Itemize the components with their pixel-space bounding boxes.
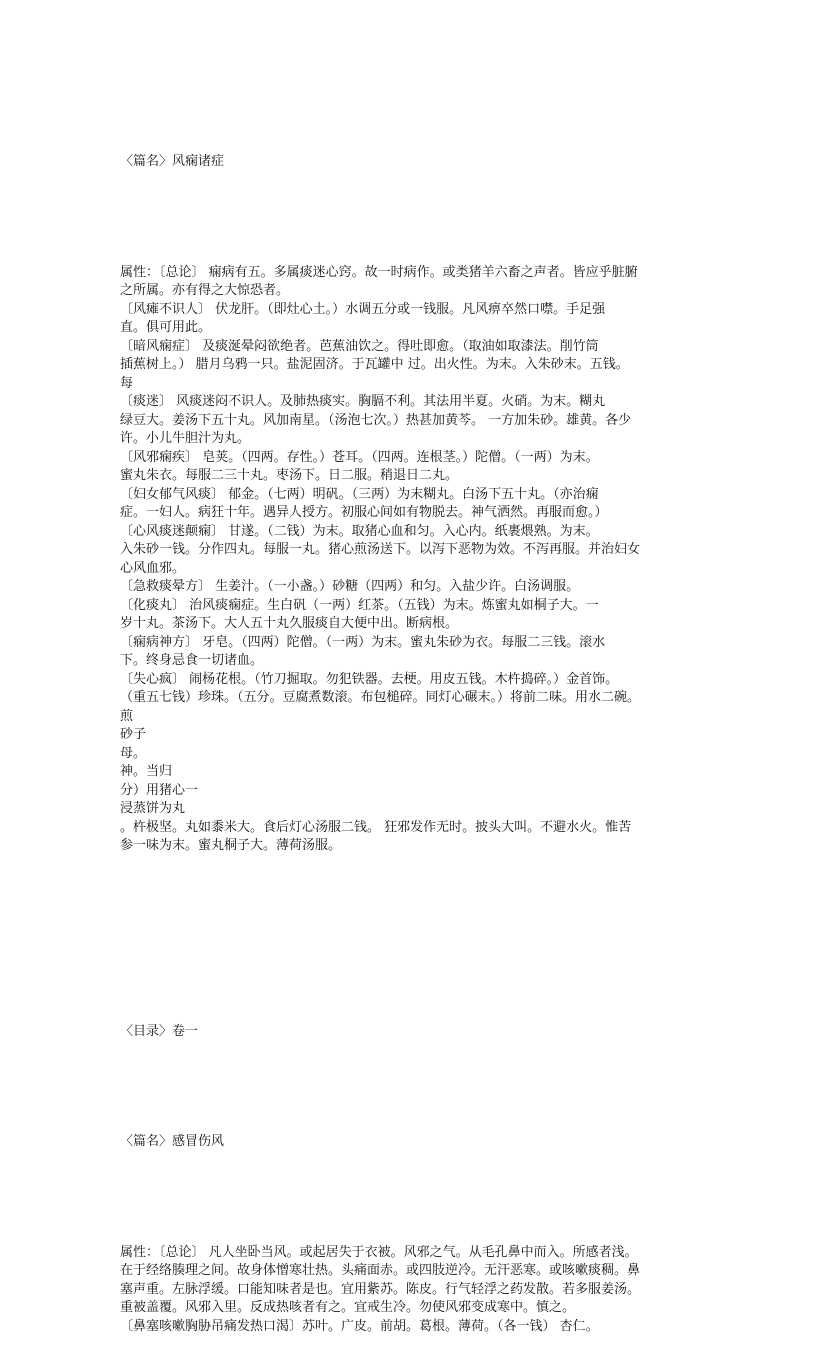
text-line: 直。俱可用此。 [120, 320, 212, 335]
text-line: 岁十丸。茶汤下。大人五十丸久服痰自大便中出。断病根。 [120, 616, 459, 631]
toc-entry: 〈目录〉卷一 [120, 1023, 199, 1039]
text-line: 症。一妇人。病狂十年。遇异人授方。初服心间如有物脱去。神气洒然。再服而愈。） [120, 505, 608, 520]
text-line: 〔失心疯〕 闹杨花根。（竹刀掘取。勿犯铁器。去梗。用皮五钱。木杵捣碎。）金首饰。 [120, 671, 619, 687]
text-line: 许。小儿牛胆汁为丸。 [120, 431, 251, 446]
text-line: 绿豆大。姜汤下五十丸。风加南星。（汤泡七次。）热甚加黄芩。 一方加朱砂。雄黄。各少 [120, 412, 632, 428]
text-line: 〔风瘫不识人〕 伏龙肝。（即灶心土。）水调五分或一钱服。凡风痹卒然口噤。手足强 [120, 301, 606, 317]
text-line: （重五七钱）珍珠。（五分。豆腐煮数滚。布包槌碎。同灯心碾末。）将前二味。用水二碗。 [120, 690, 641, 705]
section-body-ganmao [120, 1244, 695, 1337]
text-line: 砂子 [120, 727, 147, 742]
text-line: 浸蒸饼为丸 [120, 801, 186, 816]
text-line: 插蕉树上。） 腊月乌鸦一只。盐泥固济。于瓦罐中 过。出火性。为末。入朱砂末。五钱。 [120, 357, 629, 372]
text-line: 〔痫病神方〕 牙皂。（四两）陀僧。（一两）为末。蜜丸朱砂为衣。每服二三钱。滚水 [120, 634, 606, 650]
text-line: 属性：〔总论〕 痫病有五。多属痰迷心窍。故一时病作。或类猪羊六畜之声者。皆应乎脏腑 [120, 264, 638, 280]
text-line: 分）用猪心一 [120, 782, 199, 798]
text-line: 入朱砂一钱。分作四丸。每服一丸。猪心煎汤送下。以泻下恶物为效。不泻再服。并治妇女 [120, 542, 641, 557]
text-line: 〔急救痰晕方〕 生姜汁。（一小盏。）砂糖（四两）和匀。入盐少许。白汤调服。 [120, 579, 580, 594]
text-line: 参一味为末。蜜丸桐子大。薄荷汤服。 [120, 838, 342, 853]
text-line: 〔心风痰迷颠痫〕 甘遂。（二钱）为末。取猪心血和匀。入心内。纸裹煨熟。为末。 [120, 523, 599, 539]
text-line: 在于经络腠理之间。故身体憎寒壮热。头痛面赤。或四肢逆冷。无汗恶寒。或咳嗽痰稠。鼻 [120, 1263, 641, 1278]
text-line: 〔痰迷〕 风痰迷闷不识人。及肺热痰实。胸膈不利。其法用半夏。火硝。为末。糊丸 [120, 394, 606, 409]
spacer [120, 1189, 695, 1207]
spacer [120, 1078, 695, 1096]
text-line: 母。 [120, 745, 147, 761]
spacer [120, 209, 695, 227]
text-line: 属性：〔总论〕 凡人坐卧当风。或起居失于衣被。风邪之气。从毛孔鼻中而入。所感者浅。 [120, 1244, 638, 1260]
text-line: 煎 [120, 708, 134, 724]
text-line: 之所属。亦有得之大惊恐者。 [120, 283, 290, 298]
text-line: 蜜丸朱衣。每服二三十丸。枣汤下。日二服。稍退日二丸。 [120, 468, 459, 483]
text-line: 塞声重。左脉浮缓。口能知味者是也。宜用紫苏。陈皮。行气轻浮之药发散。若多服姜汤。 [120, 1281, 641, 1297]
text-line: 〔暗风痫症〕 及痰涎晕闷欲绝者。芭蕉油饮之。得吐即愈。（取油如取漆法。削竹筒 [120, 338, 599, 354]
section-heading: 〈篇名〉风痫诸症 [120, 154, 225, 169]
text-line: 下。终身忌食一切诸血。 [120, 653, 264, 668]
text-line: 神。当归 [120, 764, 173, 779]
section-body-fengxian [120, 264, 695, 856]
document-page [120, 116, 695, 1355]
text-line: 心风血邪。 [120, 560, 186, 576]
text-line: 〔化痰丸〕 治风痰痫症。生白矾（一两）红茶。（五钱）为末。炼蜜丸如桐子大。一 [120, 597, 599, 613]
section-heading: 〈篇名〉感冒伤风 [120, 1134, 225, 1149]
text-line: 重被盖覆。风邪入里。反成热咳者有之。宜戒生冷。勿使风邪变成寒中。慎之。 [120, 1300, 576, 1315]
spacer [120, 911, 695, 967]
text-line: 〔妇女郁气风痰〕 郁金。（七两）明矾。（三两）为末糊丸。白汤下五十丸。（亦治痫 [120, 486, 599, 502]
text-line: 每 [120, 375, 134, 391]
text-line: 。杵极坚。丸如黍米大。食后灯心汤服二钱。 狂邪发作无时。披头大叫。不避水火。惟苦 [120, 819, 632, 835]
text-line: 〔风邪痫疾〕 皂荚。（四两。存性。）苍耳。（四两。连根茎。）陀僧。（一两）为末。 [120, 449, 599, 465]
text-line: 〔鼻塞咳嗽胸胁吊痛发热口渴〕苏叶。广皮。前胡。葛根。薄荷。（各一钱） 杏仁。 [120, 1318, 599, 1334]
